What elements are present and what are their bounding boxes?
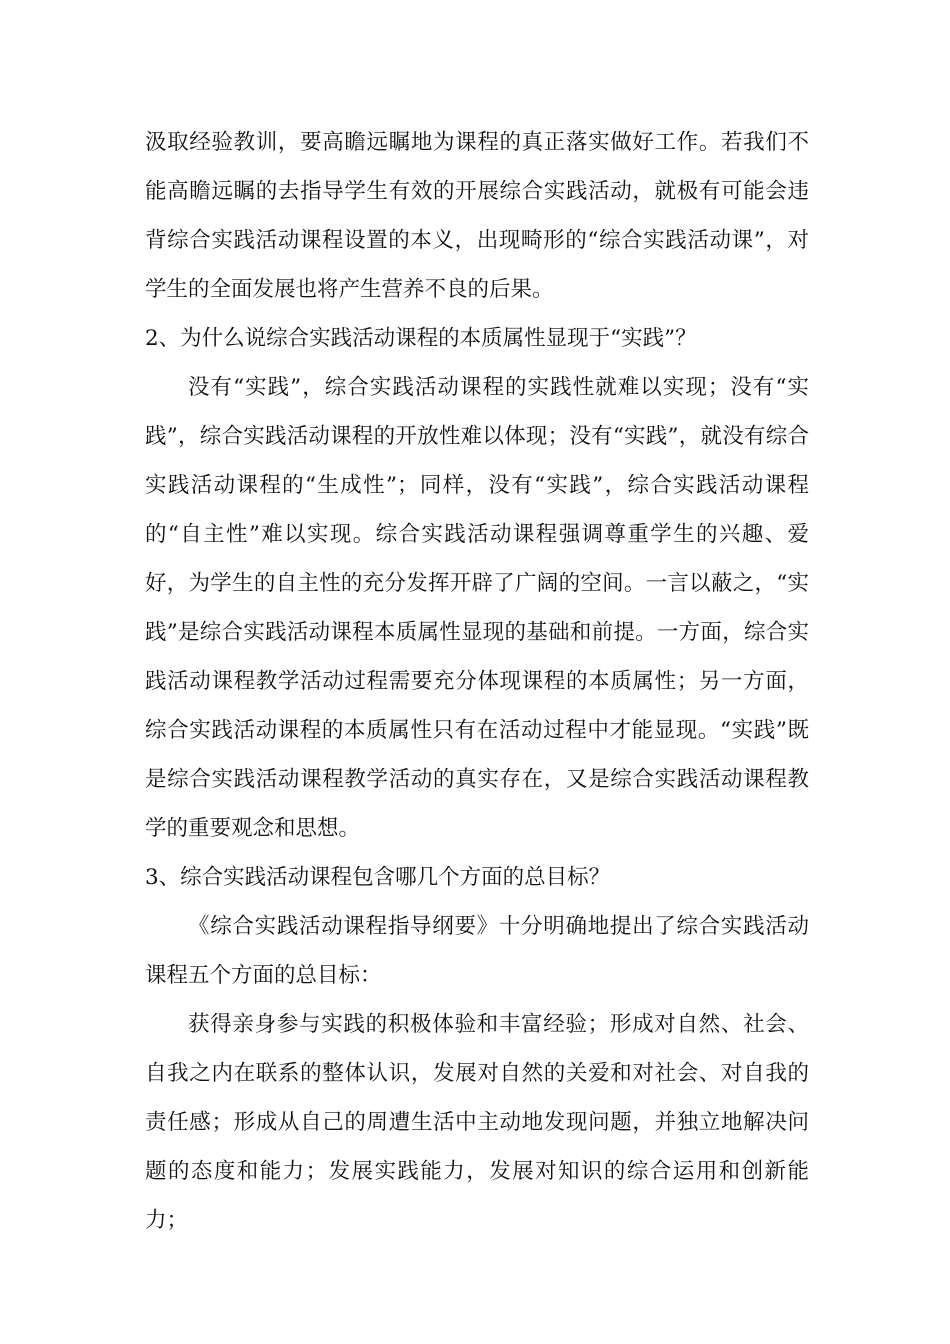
- answer-paragraph-3-intro: 《综合实践活动课程指导纲要》十分明确地提出了综合实践活动课程五个方面的总目标：: [145, 914, 809, 988]
- question-heading-3: 3、综合实践活动课程包含哪几个方面的总目标？: [145, 865, 611, 890]
- body-paragraph-continued: 汲取经验教训，要高瞻远瞩地为课程的真正落实做好工作。若我们不能高瞻远瞩的去指导学生有效的开展综合实践活动，就极有可能会违背综合实践活动课程设置的本义，出现畸形的“综合实践活动课”，对学生的全面发展也将产生营养不良的后果。: [145, 130, 809, 302]
- answer-paragraph-2: 没有“实践”，综合实践活动课程的实践性就难以实现；没有“实践”，综合实践活动课程的开放性难以体现；没有“实践”，就没有综合实践活动课程的“生成性”；同样，没有“实践”，综合实践活动课程的“自主性”难以实现。综合实践活动课程强调尊重学生的兴趣、爱好，为学生的自主性的充分发挥开辟了广阔的空间。一言以蔽之，“实践”是综合实践活动课程本质属性显现的基础和前提。一方面，综合实践活动课程教学活动过程需要充分体现课程的本质属性；另一方面，综合实践活动课程的本质属性只有在活动过程中才能显现。“实践”既是综合实践活动课程教学活动的真实存在，又是综合实践活动课程教学的重要观念和思想。: [145, 375, 809, 841]
- document-page: [145, 118, 809, 1245]
- question-heading-2: 2、为什么说综合实践活动课程的本质属性显现于“实践”？: [145, 326, 697, 351]
- answer-paragraph-3-goals: 获得亲身参与实践的积极体验和丰富经验；形成对自然、社会、自我之内在联系的整体认识，发展对自然的关爱和对社会、对自我的责任感；形成从自己的周遭生活中主动地发现问题，并独立地解决问题的态度和能力；发展实践能力，发展对知识的综合运用和创新能力；: [145, 1012, 809, 1233]
